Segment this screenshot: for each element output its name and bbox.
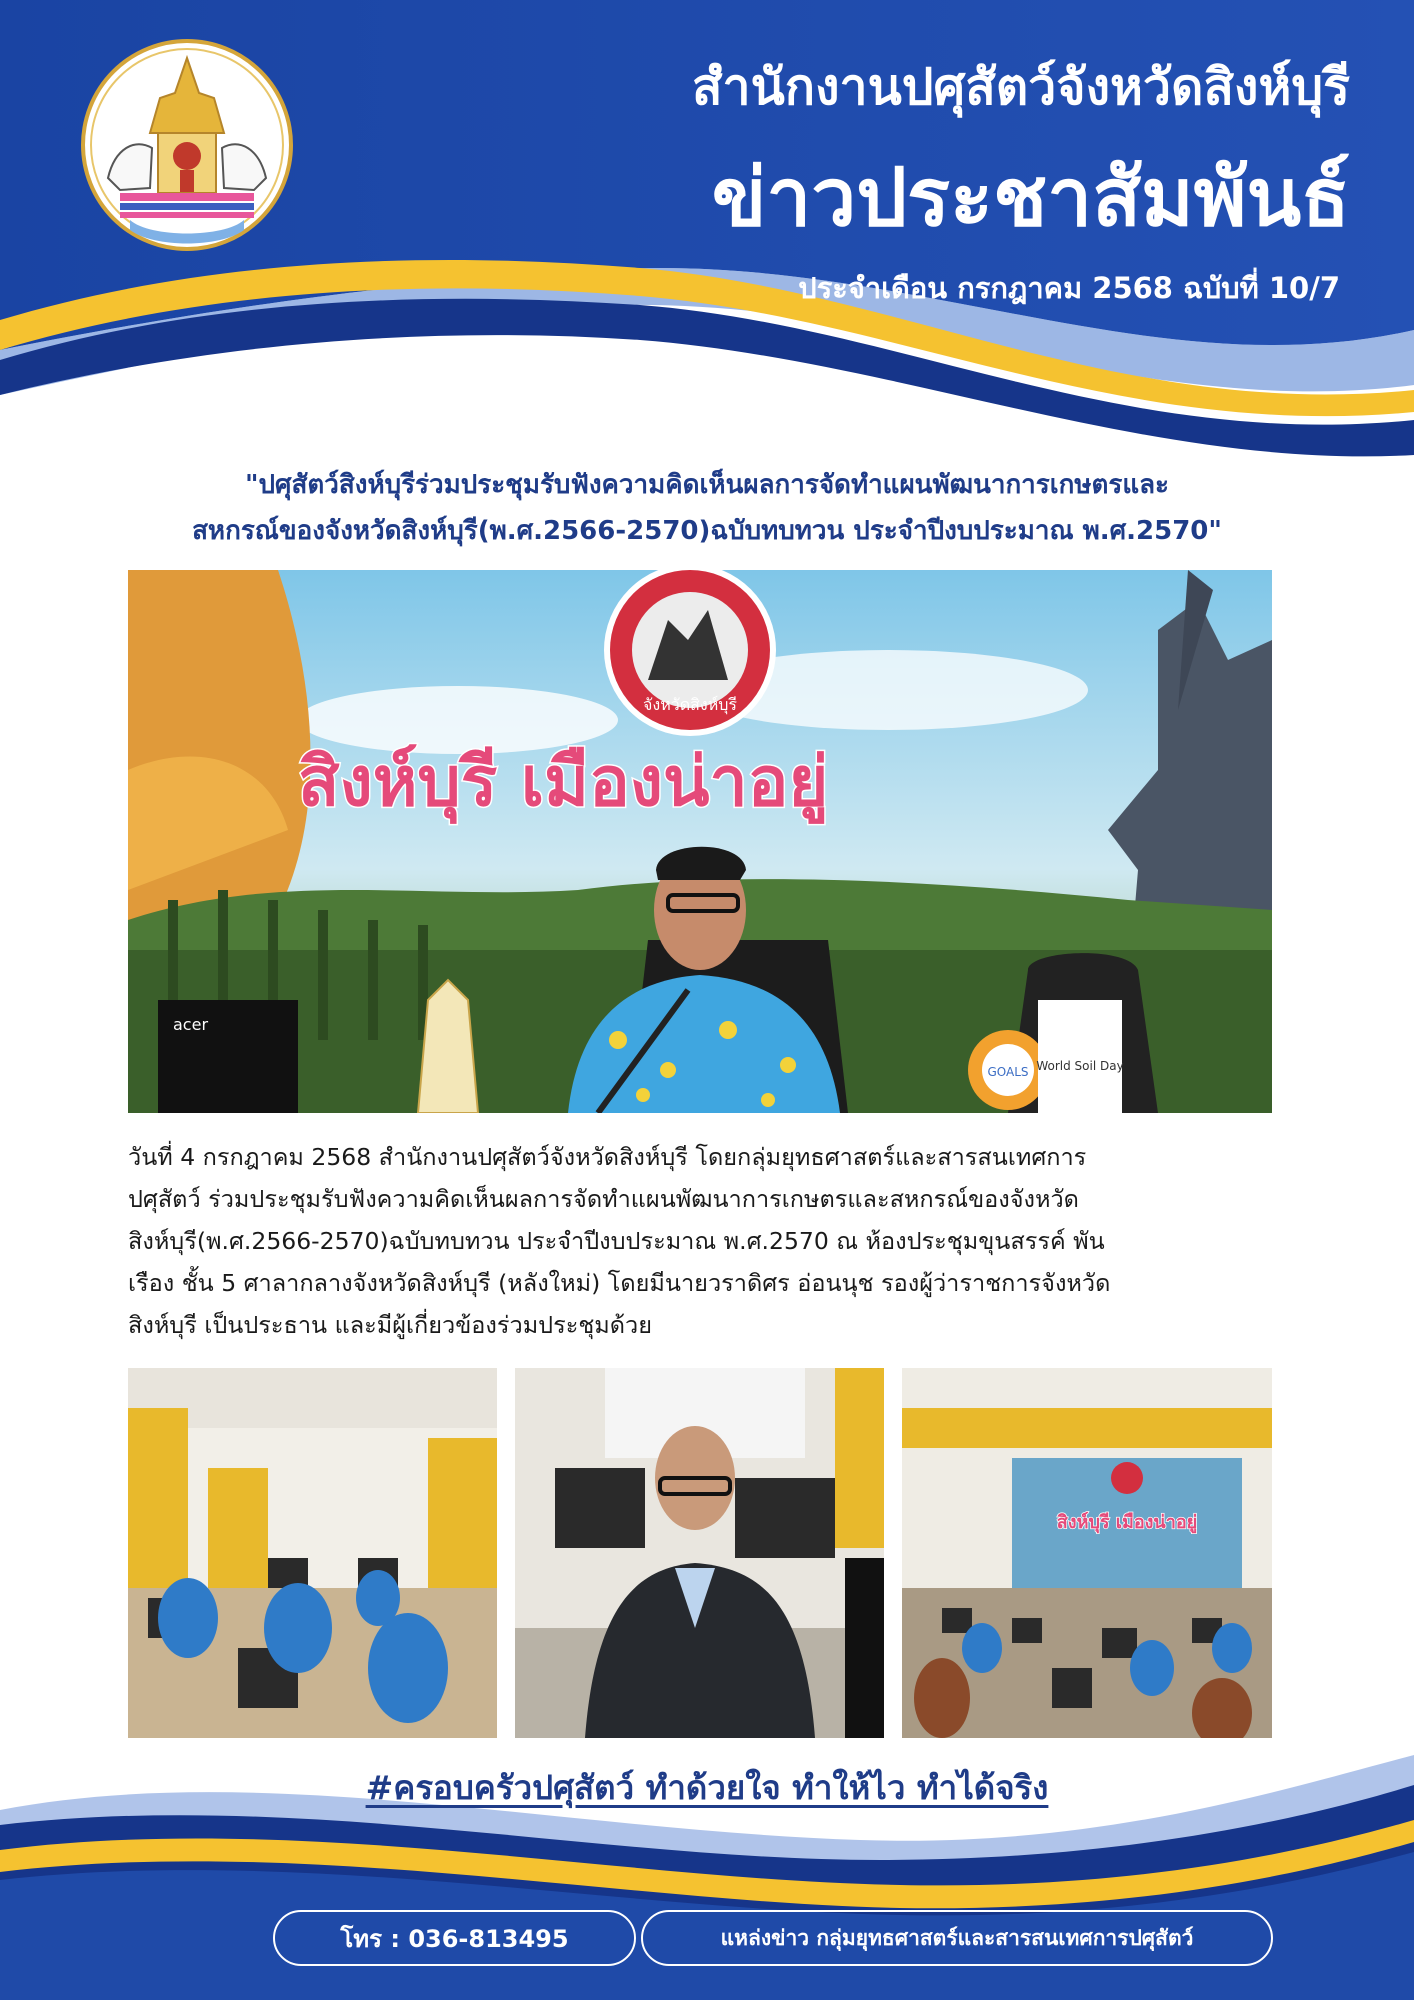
news-source: แหล่งข่าว กลุ่มยุทธศาสตร์และสารสนเทศการปศุสัตว์ — [641, 1910, 1273, 1966]
body-line-1: วันที่ 4 กรกฎาคม 2568 สำนักงานปศุสัตว์จังหวัดสิงห์บุรี โดยกลุ่มยุทธศาสตร์และสารสนเทศการ — [128, 1143, 1087, 1171]
banner-text: สิงห์บุรี เมืองน่าอยู่ — [298, 743, 829, 822]
phone-contact: โทร : 036-813495 — [273, 1910, 636, 1966]
main-photo — [128, 570, 1272, 1113]
body-line-2: ปศุสัตว์ ร่วมประชุมรับฟังความคิดเห็นผลการจัดทำแผนพัฒนาการเกษตรและสหกรณ์ของจังหวัด — [128, 1185, 1079, 1213]
headline-line-1: "ปศุสัตว์สิงห์บุรีร่วมประชุมรับฟังความคิดเห็นผลการจัดทำแผนพัฒนาการเกษตรและ — [244, 470, 1170, 500]
seal-text: จังหวัดสิงห์บุรี — [643, 695, 737, 714]
campaign-hashtag: #ครอบครัวปศุสัตว์ ทำด้วยใจ ทำให้ไว ทำได้จริง — [365, 1768, 1049, 1807]
sdg-badge: GOALS — [987, 1065, 1029, 1079]
soil-day-sign: World Soil Day — [1036, 1059, 1124, 1073]
meeting-photo-3 — [902, 1368, 1272, 1738]
main-photo-scene — [128, 570, 1272, 1113]
body-line-5: สิงห์บุรี เป็นประธาน และมีผู้เกี่ยวข้องร่วมประชุมด้วย — [128, 1311, 653, 1339]
headline-line-2: สหกรณ์ของจังหวัดสิงห์บุรี(พ.ศ.2566-2570)ฉบับทบทวน ประจำปีงบประมาณ พ.ศ.2570" — [192, 516, 1222, 546]
meeting-photo-1 — [128, 1368, 497, 1738]
meeting-photo-2 — [515, 1368, 884, 1738]
article-headline — [100, 462, 1314, 554]
photo3-banner-text: สิงห์บุรี เมืองน่าอยู่ — [1056, 1512, 1198, 1533]
monitor-brand: acer — [173, 1015, 209, 1034]
organization-name: สำนักงานปศุสัตว์จังหวัดสิงห์บุรี — [692, 58, 1350, 116]
body-line-3: สิงห์บุรี(พ.ศ.2566-2570)ฉบับทบทวน ประจำปีงบประมาณ พ.ศ.2570 ณ ห้องประชุมขุนสรรค์ พัน — [128, 1227, 1105, 1255]
issue-info: ประจำเดือน กรกฎาคม 2568 ฉบับที่ 10/7 — [798, 271, 1340, 305]
article-body — [128, 1136, 1278, 1346]
province-emblem — [80, 38, 294, 252]
publication-title: ข่าวประชาสัมพันธ์ — [711, 151, 1350, 244]
body-line-4: เรือง ชั้น 5 ศาลากลางจังหวัดสิงห์บุรี (หลังใหม่) โดยมีนายวราดิศร อ่อนนุช รองผู้ว่าราชการจังหวัด — [128, 1269, 1111, 1297]
